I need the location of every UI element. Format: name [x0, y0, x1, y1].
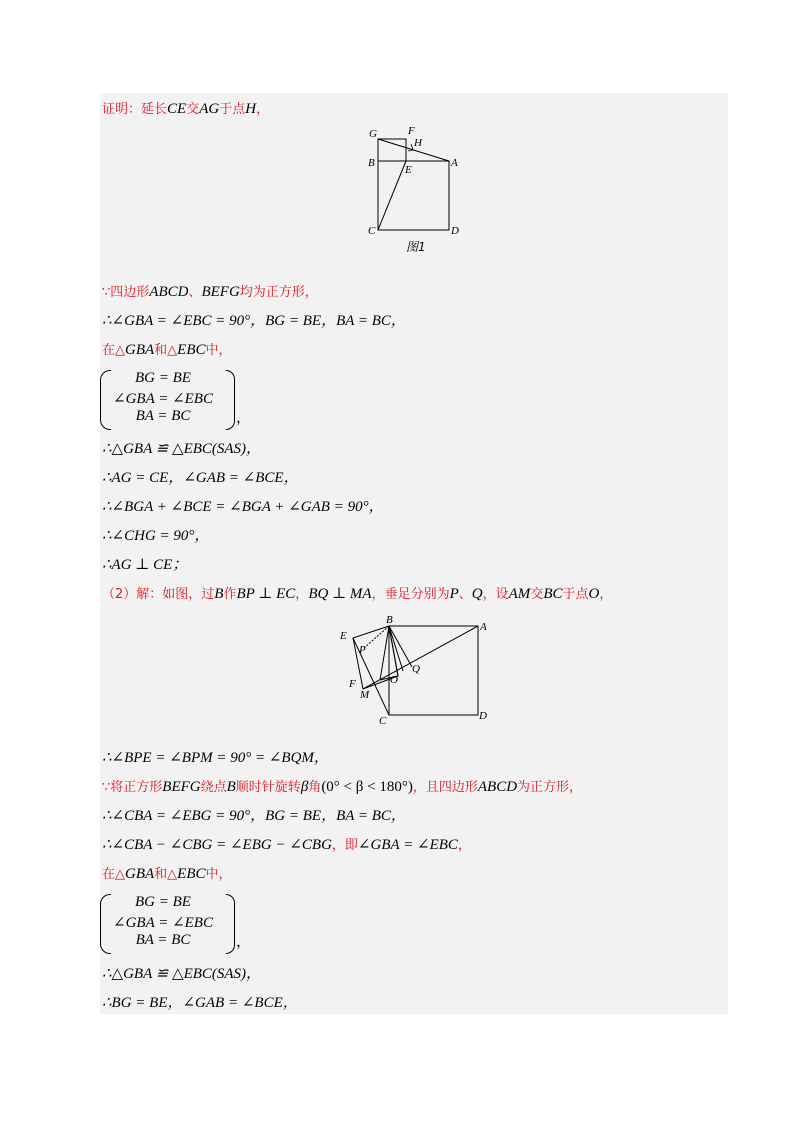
fig1-label-h: H [414, 137, 422, 149]
fig1-label-g: G [369, 128, 377, 140]
figure-2 [336, 612, 496, 728]
system-2-row-3: BA = BC [135, 932, 191, 948]
fig1-label-c: C [368, 225, 376, 237]
fig2-label-b: B [386, 614, 393, 626]
solution-line-15: 在△GBA和△EBC中， [102, 866, 232, 882]
equation-system-2 [100, 894, 260, 954]
solution-line-14: ∴∠CBA − ∠CBG = ∠EBG − ∠CBG，即∠GBA = ∠EBC， [102, 837, 471, 853]
fig1-label-d: D [451, 225, 459, 237]
fig2-label-e: E [340, 630, 347, 642]
figure-1-caption: 图1 [406, 240, 426, 254]
figure-1 [360, 122, 470, 262]
fig2-label-a: A [480, 621, 487, 633]
fig2-label-d: D [479, 710, 487, 722]
system-1-row-1: BG = BE [135, 370, 191, 386]
system-2-row-1: BG = BE [135, 894, 191, 910]
proof-line-8: ∴∠CHG = 90°， [102, 528, 210, 544]
solution-line-16: ∴△GBA ≌ △EBC(SAS)， [102, 966, 262, 982]
proof-line-squares: ∵四边形ABCD、BEFG均为正方形， [102, 284, 318, 300]
system-2-comma: ， [236, 934, 252, 950]
solution-line-11: ∴∠BPE = ∠BPM = 90° = ∠BQM， [102, 750, 329, 766]
fig2-label-q: Q [412, 663, 420, 675]
proof-line-4: 在△GBA和△EBC中， [102, 342, 232, 358]
solution-line-13: ∴∠CBA = ∠EBG = 90°，BG = BE，BA = BC， [102, 808, 406, 824]
proof-line-3: ∴∠GBA = ∠EBC = 90°，BG = BE，BA = BC， [102, 313, 406, 329]
solution-line-17: ∴BG = BE，∠GAB = ∠BCE， [102, 995, 298, 1011]
system-2-row-2: ∠GBA = ∠EBC [113, 915, 213, 931]
proof-line-7: ∴∠BGA + ∠BCE = ∠BGA + ∠GAB = 90°， [102, 499, 384, 515]
proof-intro: 证明：延长CE交AG于点H， [102, 101, 270, 117]
fig1-label-a: A [451, 157, 458, 169]
solution-2-intro: （2）解：如图，过B作BP ⊥ EC，BQ ⊥ MA，垂足分别为P、Q，设AM交BC于点O， [102, 586, 613, 602]
system-1-row-2: ∠GBA = ∠EBC [113, 391, 213, 407]
fig2-label-o: O [390, 674, 398, 686]
solution-line-12: ∵将正方形BEFG绕点B顺时针旋转β角(0° < β < 180°)，且四边形ABCD为正方形， [102, 779, 583, 795]
fig1-label-b: B [368, 157, 375, 169]
fig1-label-f: F [408, 125, 415, 137]
fig2-label-m: M [360, 689, 370, 701]
proof-line-5: ∴△GBA ≌ △EBC(SAS)， [102, 441, 262, 457]
fig2-label-c: C [379, 715, 387, 727]
fig1-label-e: E [405, 164, 412, 176]
equation-system-1 [100, 370, 260, 430]
system-1-row-3: BA = BC [135, 408, 191, 424]
proof-line-6: ∴AG = CE，∠GAB = ∠BCE， [102, 470, 299, 486]
system-1-comma: ， [236, 410, 252, 426]
proof-line-9: ∴AG ⊥ CE； [102, 557, 188, 573]
fig2-label-p: P [359, 644, 366, 656]
fig2-label-f: F [349, 678, 356, 690]
